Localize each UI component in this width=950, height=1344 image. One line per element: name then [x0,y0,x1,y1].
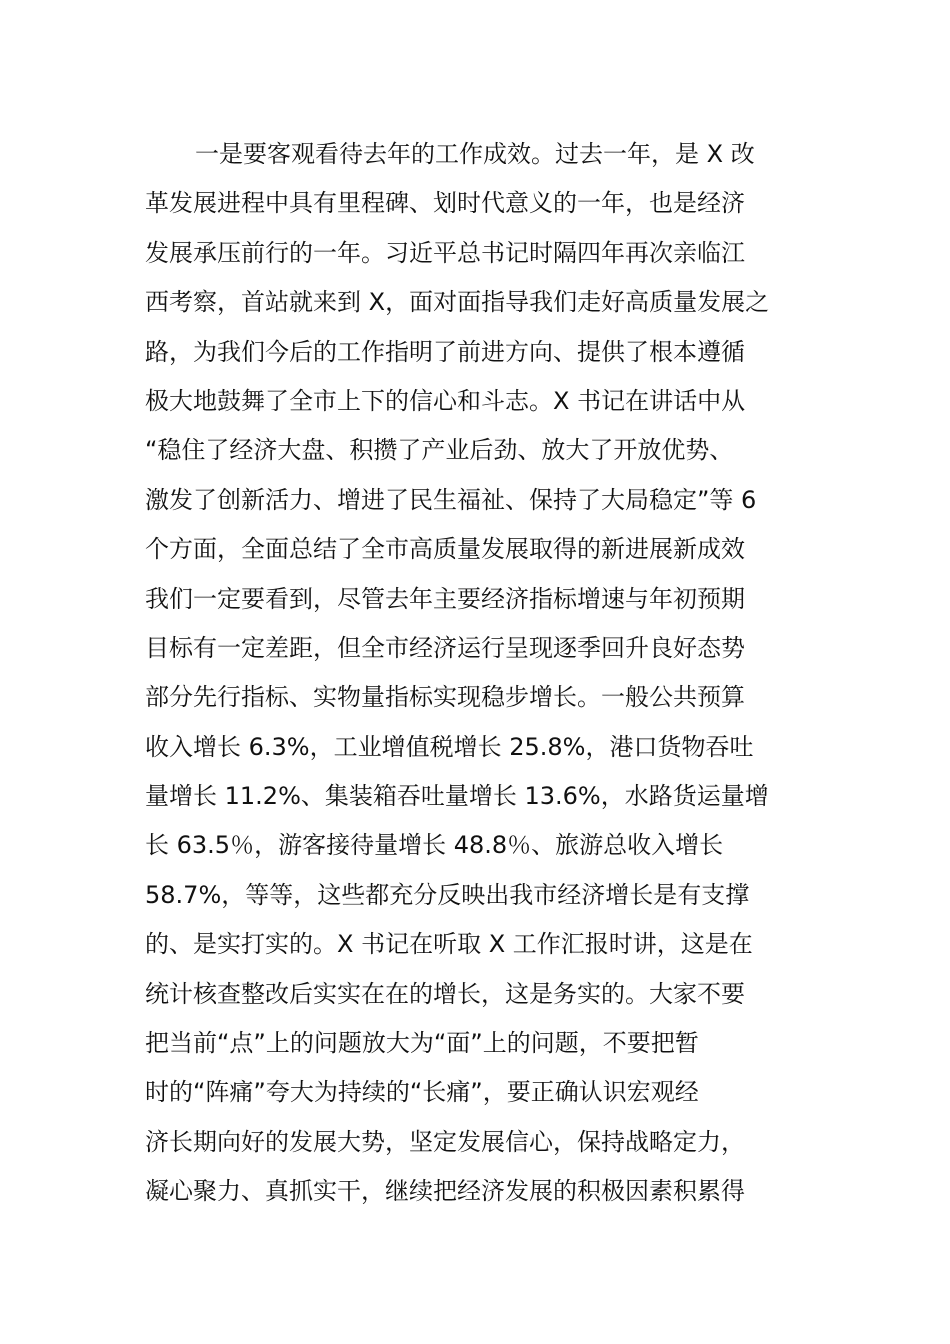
paragraph-line: 极大地鼓舞了全市上下的信心和斗志。X 书记在讲话中从 [145,386,746,415]
paragraph-line: 革发展进程中具有里程碑、划时代意义的一年，也是经济 [145,189,745,218]
paragraph-line: 发展承压前行的一年。习近平总书记时隔四年再次亲临江 [145,238,745,267]
paragraph-line: 凝心聚力、真抓实干，继续把经济发展的积极因素积累得 [145,1177,745,1206]
paragraph-line: 路，为我们今后的工作指明了前进方向、提供了根本遵循 [145,337,745,366]
paragraph-line: 目标有一定差距，但全市经济运行呈现逐季回升良好态势 [145,633,745,662]
paragraph-line: 个方面，全面总结了全市高质量发展取得的新进展新成效 [145,535,745,564]
paragraph-line: 长 63.5％，游客接待量增长 48.8％、旅游总收入增长 [145,831,724,860]
paragraph-line: 时的“阵痛”夸大为持续的“长痛”，要正确认识宏观经 [145,1078,699,1107]
body-paragraph [145,130,810,1217]
paragraph-line: 西考察，首站就来到 X，面对面指导我们走好高质量发展之 [145,288,770,317]
paragraph-line: 把当前“点”上的问题放大为“面”上的问题，不要把暂 [145,1029,699,1058]
paragraph-line: 济长期向好的发展大势，坚定发展信心，保持战略定力， [145,1127,745,1156]
paragraph-line: 激发了创新活力、增进了民生福祉、保持了大局稳定”等 6 [145,485,757,514]
paragraph-line: 58.7%，等等，这些都充分反映出我市经济增长是有支撑 [145,880,750,909]
paragraph-line: 我们一定要看到，尽管去年主要经济指标增速与年初预期 [145,584,745,613]
paragraph-line: 统计核查整改后实实在在的增长，这是务实的。大家不要 [145,979,745,1008]
paragraph-line: 一是要客观看待去年的工作成效。过去一年，是 X 改 [195,140,755,168]
paragraph-line: “稳住了经济大盘、积攒了产业后劲、放大了开放优势、 [145,436,734,465]
paragraph-line: 部分先行指标、实物量指标实现稳步增长。一般公共预算 [145,683,745,712]
paragraph-line: 量增长 11.2%、集装箱吞吐量增长 13.6%，水路货运量增 [145,782,769,811]
paragraph-line: 收入增长 6.3%，工业增值税增长 25.8%，港口货物吞吐 [145,732,754,761]
paragraph-line: 的、是实打实的。X 书记在听取 X 工作汇报时讲，这是在 [145,930,753,959]
